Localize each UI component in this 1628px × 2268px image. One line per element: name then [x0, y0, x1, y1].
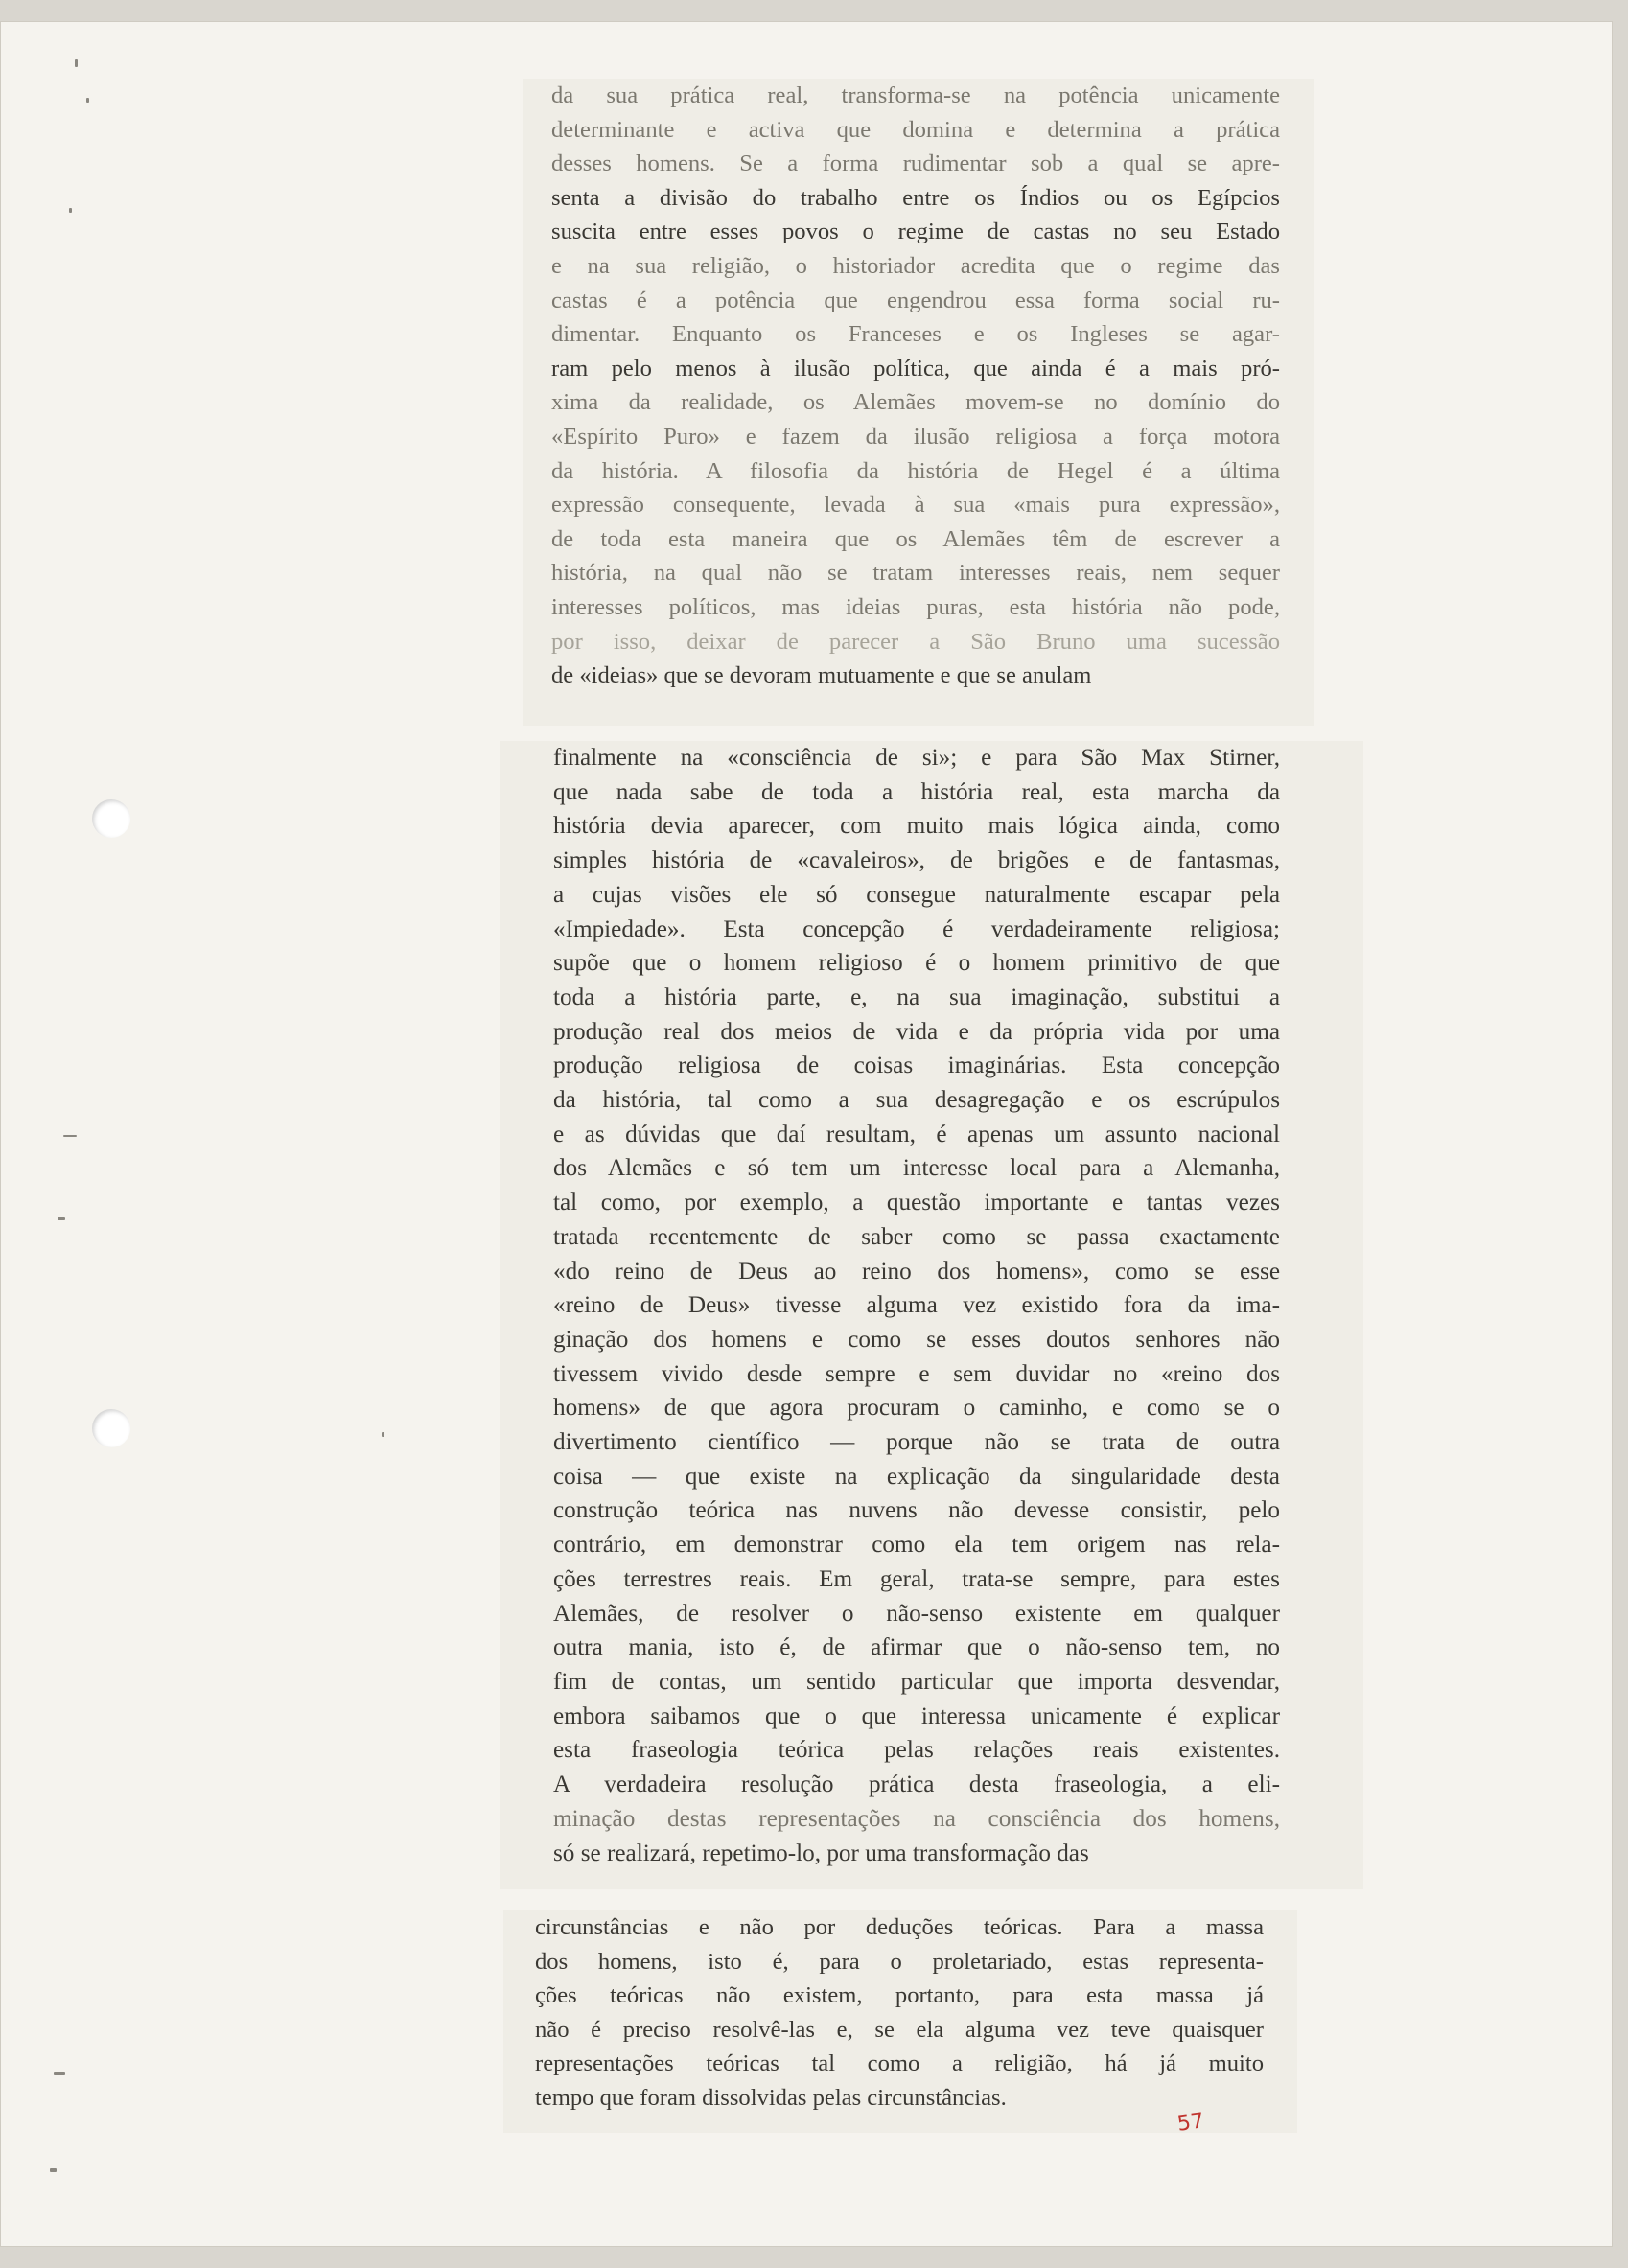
- clipping-1-text: [551, 79, 1280, 693]
- clipping-1-line: de toda esta maneira que os Alemães têm de escrever a: [551, 525, 1280, 552]
- clipping-2-line: embora saibamos que o que interessa unicamente é explicar: [553, 1702, 1280, 1729]
- clipping-2-line: só se realizará, repetimo-lo, por uma transformação das: [553, 1840, 1089, 1866]
- clipping-1-line: interesses políticos, mas ideias puras, esta história não pode,: [551, 593, 1280, 620]
- clipping-2-line: e as dúvidas que daí resultam, é apenas um assunto nacional: [553, 1121, 1280, 1147]
- clipping-2-line: minação destas representações na consciência dos homens,: [553, 1805, 1280, 1832]
- handwritten-page-number: 57: [1175, 2109, 1206, 2137]
- margin-speck: [69, 208, 72, 213]
- clipping-2-line: finalmente na «consciência de si»; e para São Max Stirner,: [553, 745, 1280, 771]
- clipping-1-line: expressão consequente, levada à sua «mais pura expressão»,: [551, 492, 1280, 519]
- margin-speck: [58, 1217, 65, 1220]
- clipping-1-line: história, na qual não se tratam interesses reais, nem sequer: [551, 560, 1280, 587]
- clipping-2-line: tal como, por exemplo, a questão importante e tantas vezes: [553, 1190, 1280, 1216]
- clipping-1-line: ram pelo menos à ilusão política, que ainda é a mais pró-: [551, 355, 1280, 382]
- clipping-2-text: [553, 741, 1280, 1870]
- newspaper-clipping-2: [500, 741, 1363, 1889]
- clipping-1-line: dimentar. Enquanto os Franceses e os Ingleses se agar-: [551, 321, 1280, 348]
- clipping-1-line: da sua prática real, transforma-se na potência unicamente: [551, 82, 1280, 108]
- margin-speck: [75, 59, 78, 67]
- margin-speck: [50, 2168, 57, 2172]
- clipping-2-line: tivessem vivido desde sempre e sem duvidar no «reino dos: [553, 1360, 1280, 1387]
- clipping-3-line: representações teóricas tal como a religião, há já muito: [535, 2050, 1264, 2076]
- clipping-2-line: história devia aparecer, com muito mais lógica ainda, como: [553, 813, 1280, 840]
- clipping-2-line: ções terrestres reais. Em geral, trata-se sempre, para estes: [553, 1565, 1280, 1592]
- clipping-1-line: e na sua religião, o historiador acredita que o regime das: [551, 252, 1280, 279]
- clipping-1-line: da história. A filosofia da história de Hegel é a última: [551, 457, 1280, 484]
- clipping-1-line: xima da realidade, os Alemães movem-se no domínio do: [551, 389, 1280, 416]
- newspaper-clipping-3: [503, 1910, 1297, 2133]
- clipping-2-line: contrário, em demonstrar como ela tem origem nas rela-: [553, 1532, 1280, 1559]
- newspaper-clipping-1: [523, 79, 1314, 726]
- clipping-3-line: não é preciso resolvê-las e, se ela alguma vez teve quaisquer: [535, 2016, 1264, 2043]
- margin-speck: [54, 2072, 65, 2075]
- clipping-1-line: de «ideias» que se devoram mutuamente e que se anulam: [551, 662, 1092, 689]
- clipping-1-line: castas é a potência que engendrou essa forma social ru-: [551, 287, 1280, 313]
- clipping-2-line: esta fraseologia teórica pelas relações reais existentes.: [553, 1737, 1280, 1764]
- clipping-3-line: dos homens, isto é, para o proletariado, estas representa-: [535, 1948, 1264, 1975]
- clipping-3-line: tempo que foram dissolvidas pelas circunstâncias.: [535, 2084, 1007, 2111]
- clipping-2-line: Alemães, de resolver o não-senso existente em qualquer: [553, 1600, 1280, 1627]
- clipping-3-line: circunstâncias e não por deduções teóricas. Para a massa: [535, 1914, 1264, 1940]
- clipping-2-line: a cujas visões ele só consegue naturalmente escapar pela: [553, 881, 1280, 908]
- clipping-3-line: ções teóricas não existem, portanto, para esta massa já: [535, 1982, 1264, 2008]
- clipping-2-line: homens» de que agora procuram o caminho, e como se o: [553, 1395, 1280, 1422]
- clipping-2-line: outra mania, isto é, de afirmar que o não-senso tem, no: [553, 1634, 1280, 1661]
- clipping-2-line: «Impiedade». Esta concepção é verdadeiramente religiosa;: [553, 915, 1280, 942]
- clipping-1-line: suscita entre esses povos o regime de castas no seu Estado: [551, 219, 1280, 245]
- clipping-2-line: construção teórica nas nuvens não devesse consistir, pelo: [553, 1497, 1280, 1524]
- clipping-2-line: da história, tal como a sua desagregação e os escrúpulos: [553, 1087, 1280, 1114]
- clipping-1-line: determinante e activa que domina e determina a prática: [551, 116, 1280, 143]
- clipping-1-line: por isso, deixar de parecer a São Bruno uma sucessão: [551, 628, 1280, 655]
- clipping-2-line: tratada recentemente de saber como se passa exactamente: [553, 1223, 1280, 1250]
- margin-speck: [63, 1135, 77, 1137]
- clipping-1-line: desses homens. Se a forma rudimentar sob a qual se apre-: [551, 150, 1280, 177]
- clipping-2-line: A verdadeira resolução prática desta fraseologia, a eli-: [553, 1771, 1280, 1798]
- clipping-1-line: senta a divisão do trabalho entre os Índios ou os Egípcios: [551, 184, 1280, 211]
- clipping-2-line: produção real dos meios de vida e da própria vida por uma: [553, 1018, 1280, 1045]
- clipping-2-line: ginação dos homens e como se esses doutos senhores não: [553, 1326, 1280, 1353]
- punch-hole-upper: [92, 799, 130, 838]
- clipping-2-line: «do reino de Deus ao reino dos homens», como se esse: [553, 1258, 1280, 1284]
- clipping-2-line: fim de contas, um sentido particular que importa desvendar,: [553, 1668, 1280, 1695]
- clipping-2-line: simples história de «cavaleiros», de brigões e de fantasmas,: [553, 847, 1280, 874]
- clipping-3-text: [535, 1910, 1264, 2115]
- margin-speck: [382, 1432, 384, 1437]
- clipping-2-line: produção religiosa de coisas imaginárias. Esta concepção: [553, 1053, 1280, 1079]
- clipping-2-line: coisa — que existe na explicação da singularidade desta: [553, 1463, 1280, 1490]
- clipping-2-line: dos Alemães e só tem um interesse local para a Alemanha,: [553, 1155, 1280, 1182]
- clipping-2-line: «reino de Deus» tivesse alguma vez existido fora da ima-: [553, 1292, 1280, 1319]
- clipping-2-line: divertimento científico — porque não se trata de outra: [553, 1429, 1280, 1456]
- punch-hole-lower: [92, 1409, 130, 1447]
- clipping-2-line: toda a história parte, e, na sua imaginação, substitui a: [553, 984, 1280, 1010]
- clipping-1-line: «Espírito Puro» e fazem da ilusão religiosa a força motora: [551, 423, 1280, 450]
- margin-speck: [86, 98, 89, 103]
- clipping-2-line: que nada sabe de toda a história real, esta marcha da: [553, 778, 1280, 805]
- clipping-2-line: supõe que o homem religioso é o homem primitivo de que: [553, 950, 1280, 977]
